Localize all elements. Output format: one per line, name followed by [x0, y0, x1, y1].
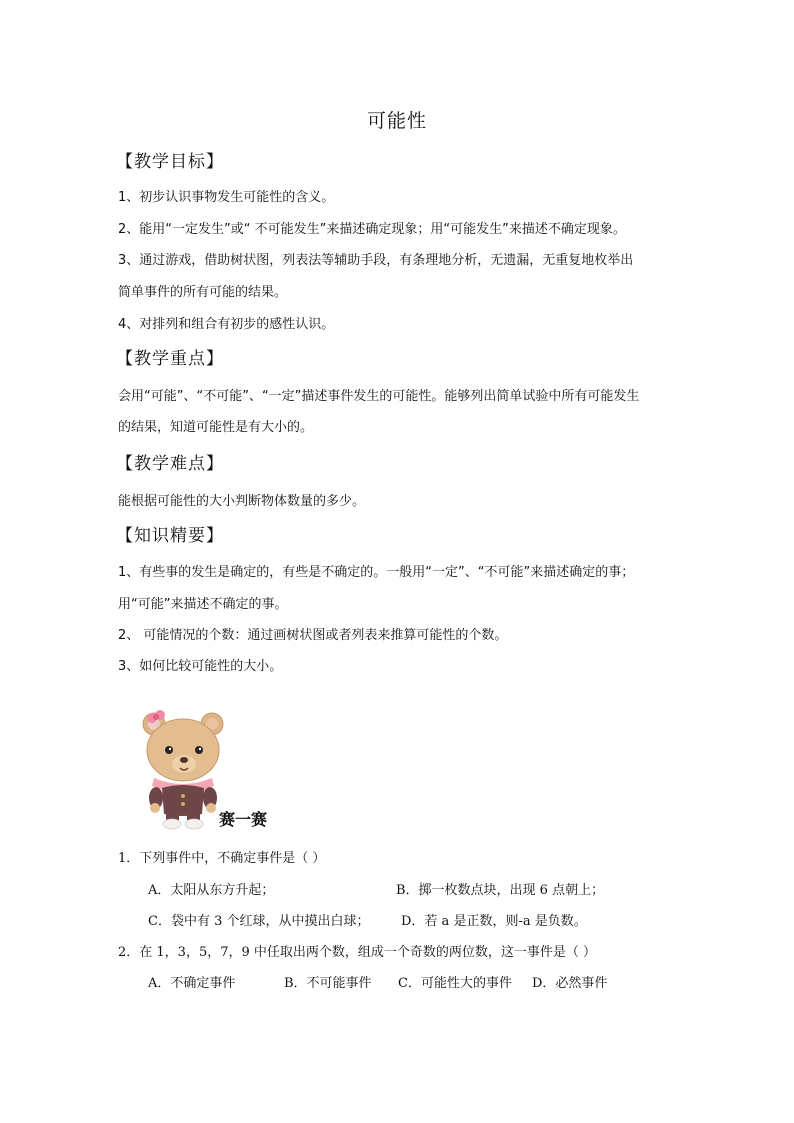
goal-line: 3、通过游戏，借助树状图，列表法等辅助手段，有条理地分析，无遗漏，无重复地枚举出	[118, 253, 634, 268]
knowledge-line: 用“可能”来描述不确定的事。	[118, 597, 288, 612]
question-option: B．掷一枚数点块，出现 6 点朝上；	[396, 883, 605, 898]
question-option: B．不可能事件	[284, 976, 372, 991]
goal-line: 2、能用“一定发生”或“ 不可能发生”来描述确定现象；用“可能发生”来描述不确定现象。	[118, 222, 626, 237]
knowledge-line: 3、如何比较可能性的大小。	[118, 659, 283, 674]
question-stem: 2．在 1，3，5，7，9 中任取出两个数，组成一个奇数的两位数，这一事件是（ ）	[118, 945, 597, 960]
question-option: C．可能性大的事件	[398, 976, 512, 991]
question-stem: 1．下列事件中，不确定事件是（ ）	[118, 851, 326, 866]
goal-line: 1、初步认识事物发生可能性的含义。	[118, 190, 335, 205]
question-option: A．不确定事件	[148, 976, 236, 991]
question-option: A．太阳从东方升起；	[148, 883, 275, 898]
section-heading-goals: 【教学目标】	[116, 152, 224, 172]
section-heading-key-points: 【教学重点】	[116, 349, 224, 369]
key-point-line: 会用“可能”、“不可能”、“一定”描述事件发生的可能性。能够列出简单试验中所有可能发生	[118, 389, 640, 404]
page-title: 可能性	[366, 110, 427, 132]
bear-mascot-icon	[140, 710, 226, 830]
difficulty-line: 能根据可能性的大小判断物体数量的多少。	[118, 494, 366, 509]
question-option: D．必然事件	[532, 976, 608, 991]
question-option: D．若 a 是正数，则-a 是负数。	[401, 914, 587, 929]
key-point-line: 的结果，知道可能性是有大小的。	[118, 420, 314, 435]
section-heading-knowledge: 【知识精要】	[116, 526, 224, 546]
knowledge-line: 2、 可能情况的个数：通过画树状图或者列表来推算可能性的个数。	[118, 628, 508, 643]
exercise-label: 赛一赛	[219, 810, 268, 829]
section-heading-difficulties: 【教学难点】	[116, 454, 224, 474]
goal-line: 4、对排列和组合有初步的感性认识。	[118, 317, 335, 332]
knowledge-line: 1、有些事的发生是确定的，有些是不确定的。一般用“一定”、“不可能”来描述确定的事；	[118, 565, 635, 580]
question-option: C．袋中有 3 个红球，从中摸出白球；	[148, 914, 370, 929]
goal-line: 简单事件的所有可能的结果。	[118, 285, 288, 300]
